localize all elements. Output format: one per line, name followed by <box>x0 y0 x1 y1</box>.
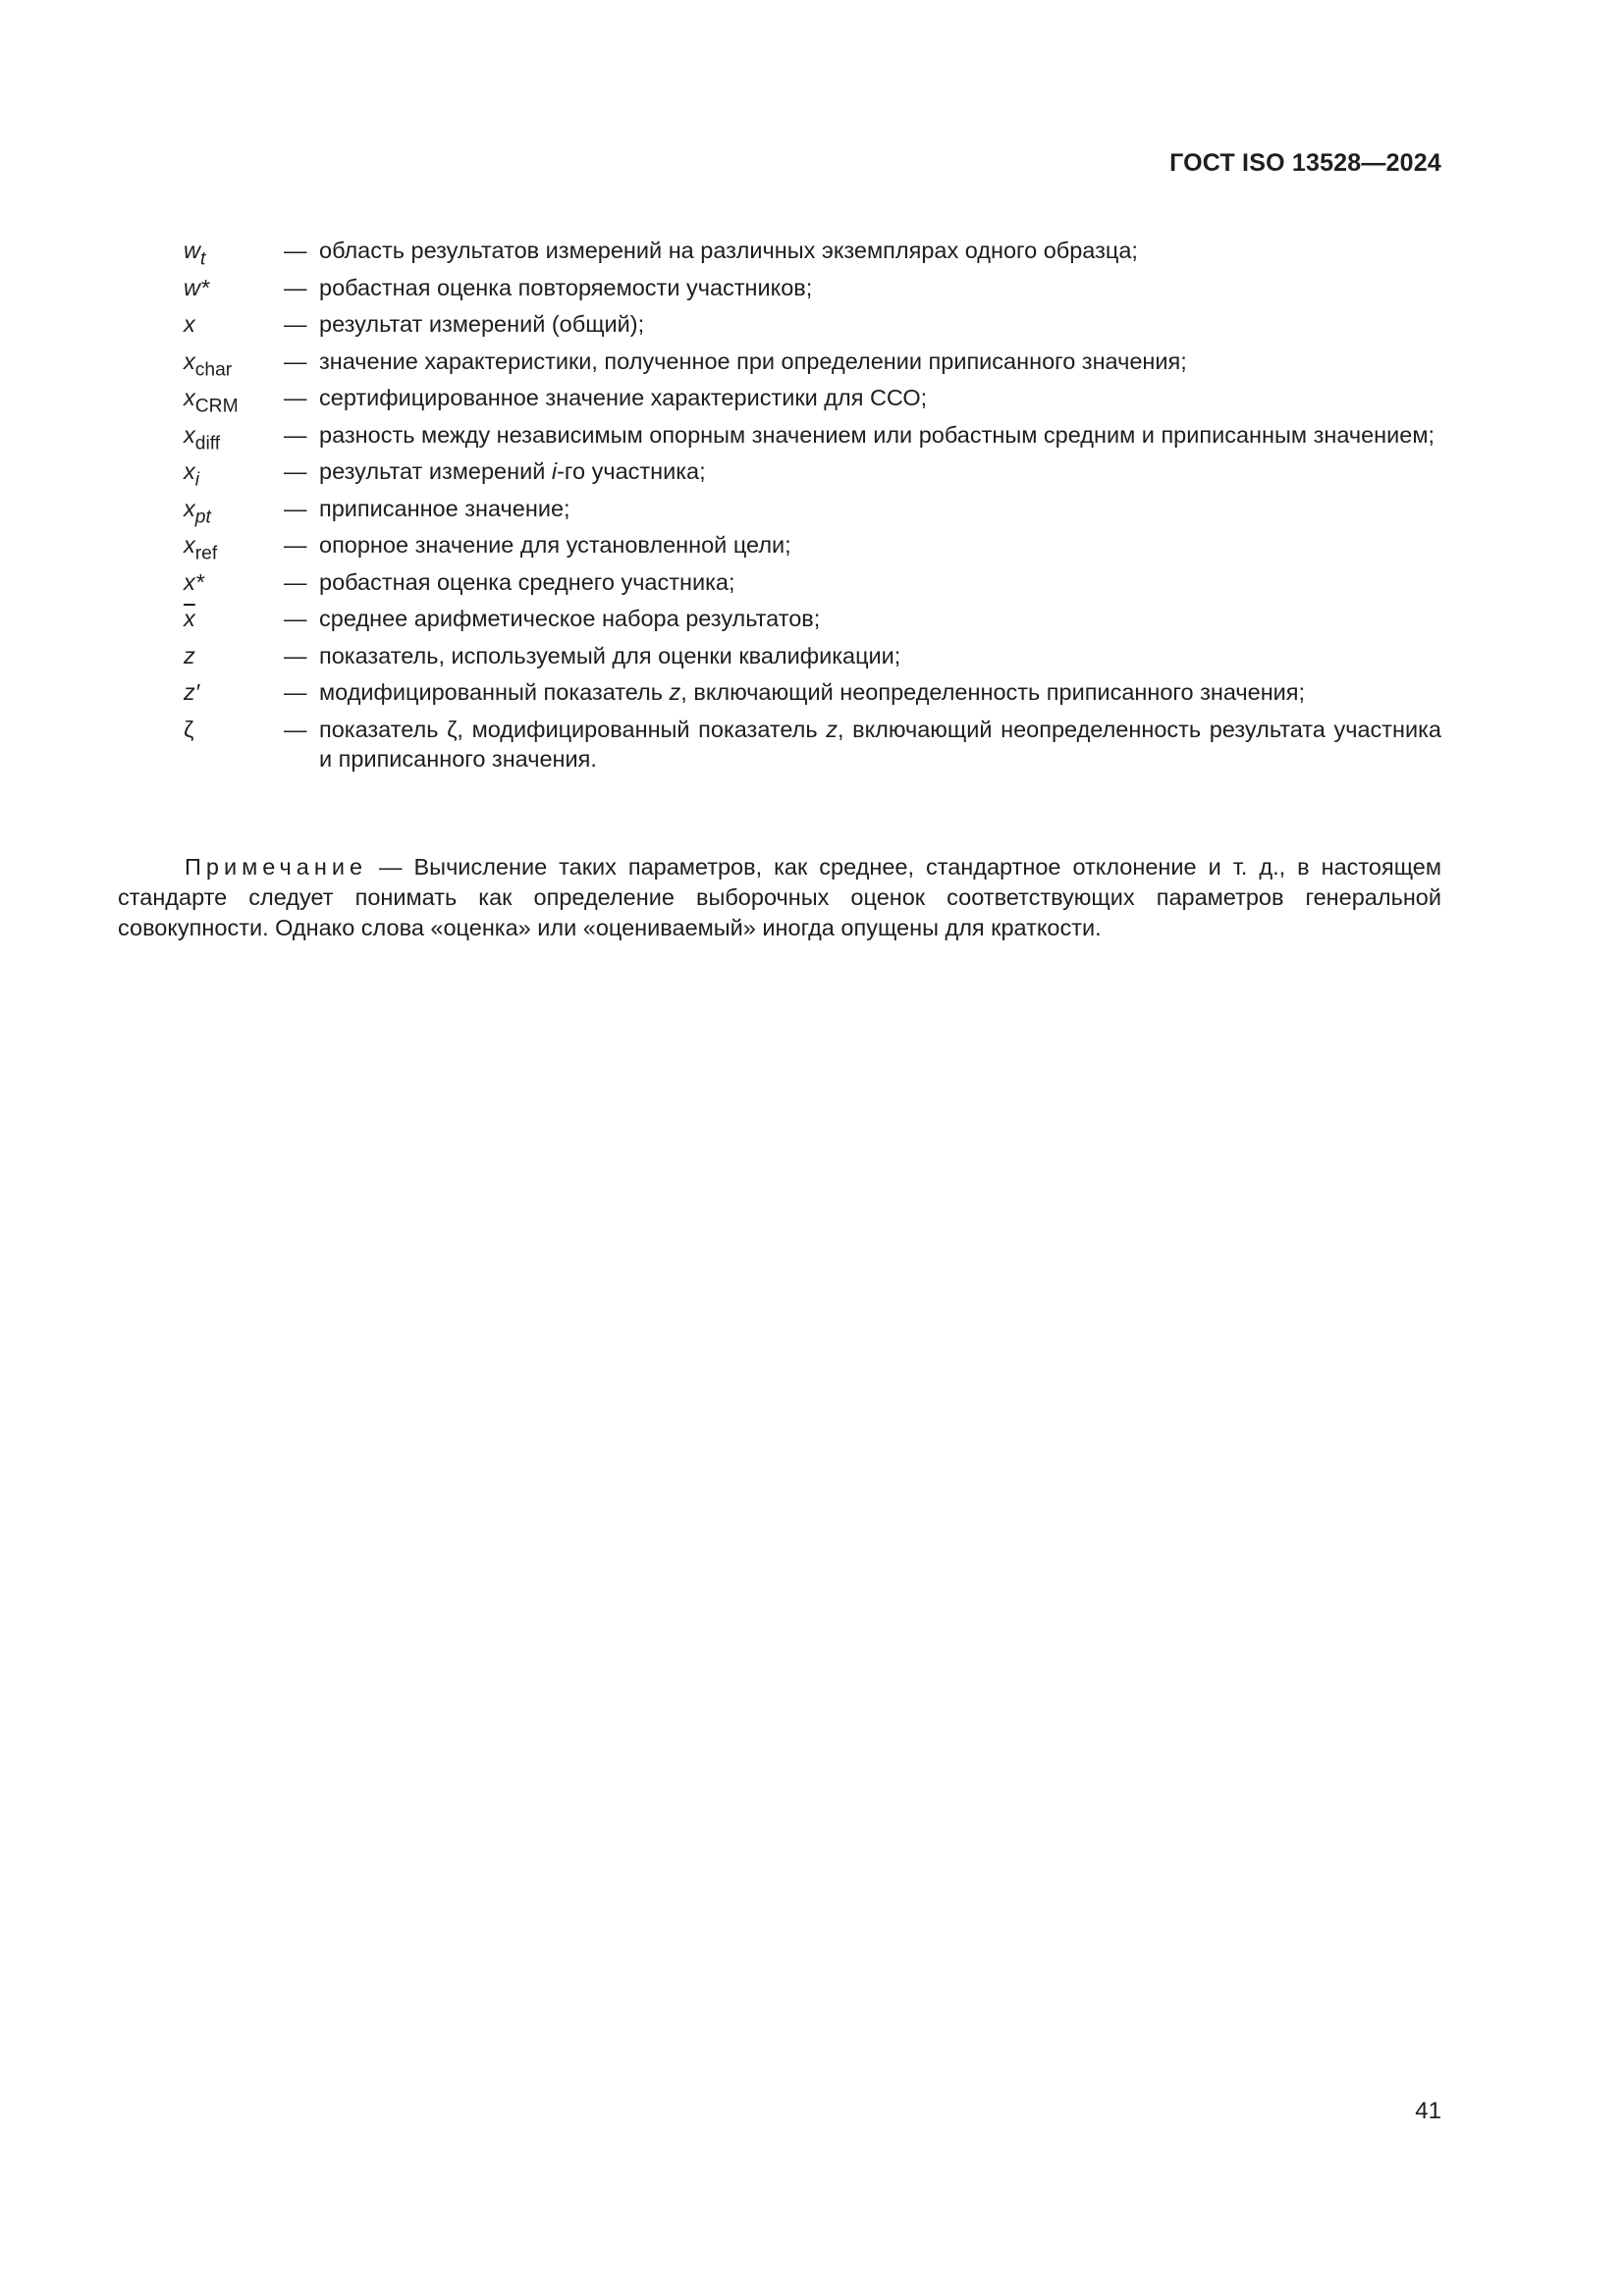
symbol-description: опорное значение для установленной цели; <box>319 532 791 558</box>
dash: — <box>284 716 307 742</box>
page-number: 41 <box>1415 2098 1441 2124</box>
symbol-row-x-crm <box>184 383 1441 417</box>
symbol-row-x-ref <box>184 530 1441 564</box>
dash: — <box>284 568 307 595</box>
note-label: Примечание <box>185 854 368 880</box>
symbol-row-w-star <box>184 273 1441 302</box>
symbol-row-x-diff <box>184 420 1441 454</box>
dash: — <box>284 606 307 631</box>
symbol-description: результат измерений i-го участника; <box>319 458 706 484</box>
symbol-row-x <box>184 309 1441 339</box>
symbol: $x_i$ <box>184 458 200 491</box>
symbol: $x_{ref}$ <box>184 532 218 564</box>
symbol: z <box>184 642 195 668</box>
dash: — <box>284 274 307 300</box>
symbol-description: показатель ζ, модифицированный показатель z, включающий неопределенность результата участника и приписанного значения. <box>319 716 1441 772</box>
symbol-description: сертифицированное значение характеристики для ССО; <box>319 385 928 410</box>
symbol-description: модифицированный показатель z, включающий неопределенность приписанного значения; <box>319 679 1306 705</box>
symbol-description: разность между независимым опорным значением или робастным средним и приписанным значением; <box>319 421 1435 448</box>
symbol-description: область результатов измерений на различных экземплярах одного образца; <box>319 238 1138 263</box>
symbol: $x_{CRM}$ <box>184 385 239 417</box>
dash: — <box>284 679 307 705</box>
dash: — <box>284 311 307 337</box>
symbol-description: результат измерений (общий); <box>319 311 645 337</box>
symbol-description: робастная оценка повторяемости участников; <box>319 274 813 300</box>
symbol-description: робастная оценка среднего участника; <box>319 568 735 595</box>
dash: — <box>284 421 307 448</box>
symbol: w* <box>184 274 210 300</box>
symbol-row-wt <box>184 236 1441 270</box>
note-paragraph <box>118 852 1441 943</box>
symbol: $x_{char}$ <box>184 347 233 381</box>
symbol-row-z-prime <box>184 677 1441 707</box>
symbol-row-z <box>184 641 1441 670</box>
symbol-row-zeta <box>184 715 1441 774</box>
note-text: — Вычисление таких параметров, как среднее, стандартное отклонение и т. д., в настоящем стандарте следует понимать как определение выборочных оценок соответствующих параметров генеральной совокупности. Однако слова «оценка» или «оцениваемый» иногда опущены для краткости. <box>118 854 1441 940</box>
dash: — <box>284 642 307 668</box>
symbol-row-x-star <box>184 567 1441 597</box>
symbol-description: приписанное значение; <box>319 495 570 521</box>
dash: — <box>284 495 307 521</box>
symbol-row-x-char <box>184 347 1441 381</box>
symbol: z′ <box>184 679 200 705</box>
dash: — <box>284 385 307 410</box>
dash: — <box>284 347 307 374</box>
symbol: $\overline{x}$ <box>184 606 195 631</box>
symbol: $x_{pt}$ <box>184 495 211 528</box>
dash: — <box>284 238 307 263</box>
symbol: x* <box>184 568 204 595</box>
symbol-row-x-pt <box>184 494 1441 528</box>
symbol-row-x-bar <box>184 604 1441 633</box>
symbol: x <box>184 311 195 337</box>
symbol-list <box>184 236 1441 780</box>
symbol-description: среднее арифметическое набора результатов; <box>319 606 821 631</box>
document-header: ГОСТ ISO 13528—2024 <box>1169 149 1441 177</box>
symbol-description: значение характеристики, полученное при определении приписанного значения; <box>319 347 1187 374</box>
symbol: $w_t$ <box>184 238 206 270</box>
dash: — <box>284 458 307 484</box>
symbol-row-x-i <box>184 456 1441 491</box>
symbol: $x_{diff}$ <box>184 421 221 454</box>
symbol-description: показатель, используемый для оценки квалификации; <box>319 642 901 668</box>
dash: — <box>284 532 307 558</box>
symbol: ζ <box>184 716 194 742</box>
